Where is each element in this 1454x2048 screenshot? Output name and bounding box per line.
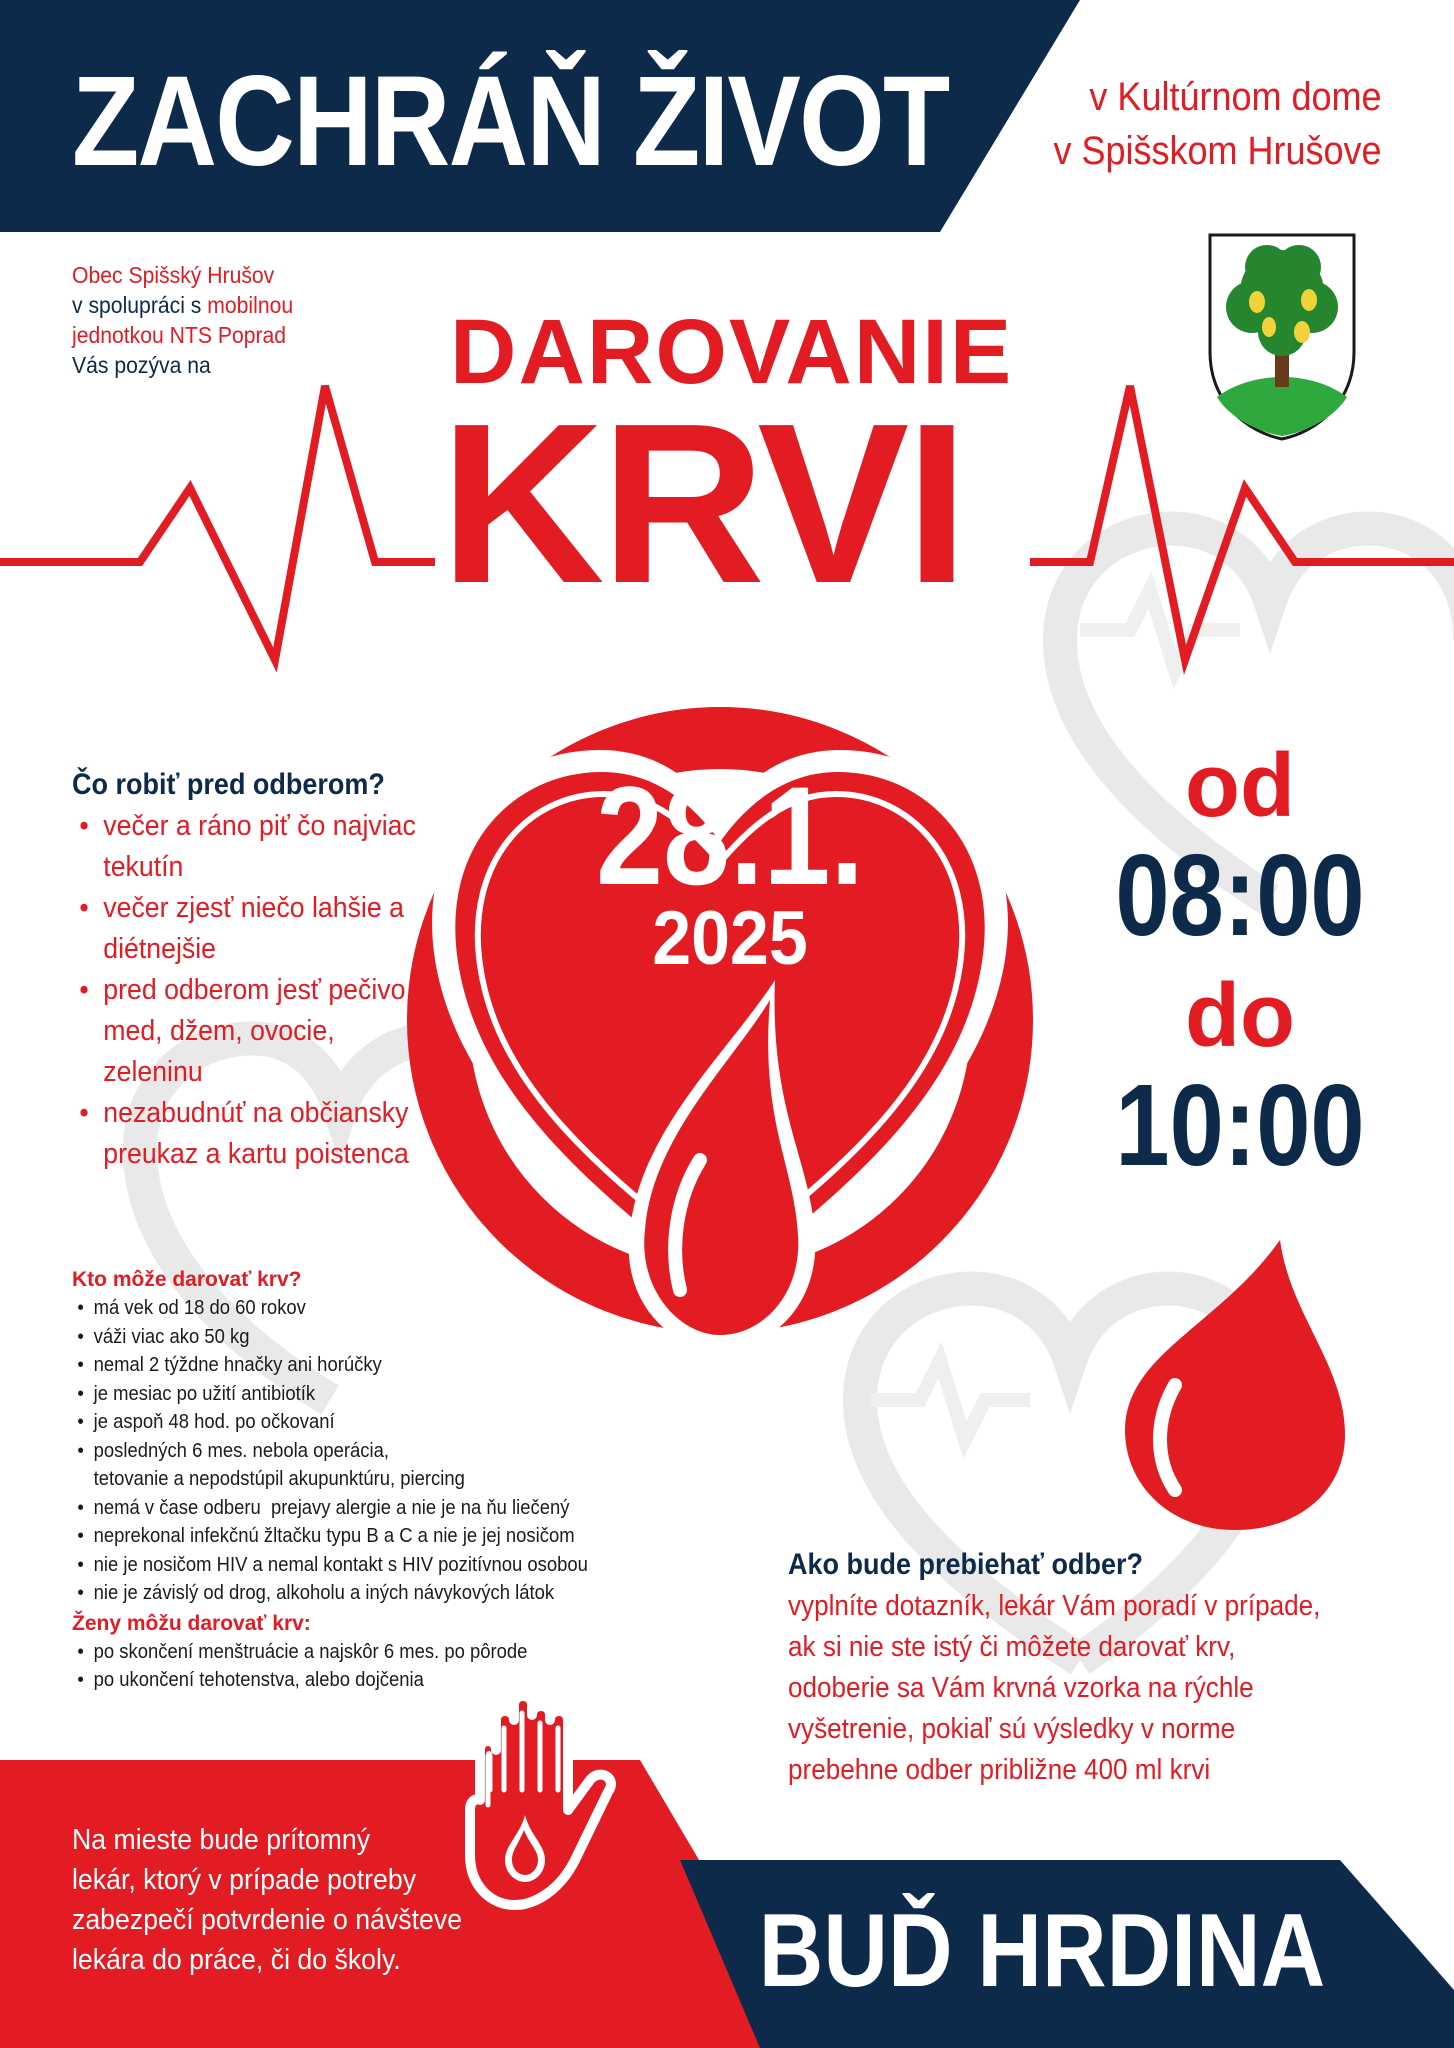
list-item: • posledných 6 mes. nebola operácia, tetovanie a nepodstúpil akupunktúru, piercing	[72, 1437, 630, 1494]
list-item: • je mesiac po užití antibiotík	[72, 1380, 630, 1409]
process-line: vyplníte dotazník, lekár Vám poradí v prípade,	[788, 1590, 1321, 1622]
time-from: 08:00	[1115, 830, 1365, 960]
time-from-label: od	[1185, 736, 1295, 836]
time-to-label: do	[1185, 966, 1295, 1066]
intro-line-4: Vás pozýva na	[72, 352, 211, 378]
intro-line-2	[72, 290, 293, 320]
list-item: • nemá v čase odberu prejavy alergie a nie je na ňu liečený	[72, 1494, 630, 1523]
before-donation-title: Čo robiť pred odberom?	[72, 768, 385, 801]
intro-line-3: jednotkou NTS Poprad	[72, 322, 287, 348]
intro-line-2b: mobilnou	[207, 292, 294, 318]
event-date-day: 28.1.	[596, 757, 864, 914]
list-item: • váži viac ako 50 kg	[72, 1323, 630, 1352]
list-item: • nie je nosičom HIV a nemal kontakt s HIV pozitívnou osobou	[72, 1551, 630, 1580]
list-item: • po skončení menštruácie a najskôr 6 mes. po pôrode	[72, 1638, 630, 1667]
list-item: • pred odberom jesť pečivo, med, džem, ovocie, zeleninu	[72, 970, 422, 1093]
process-title: Ako bude prebiehať odber?	[788, 1548, 1143, 1581]
event-date-year: 2025	[652, 896, 808, 981]
venue-line-2: v Spišskom Hrušove	[1053, 129, 1382, 173]
process-line: vyšetrenie, pokiaľ sú výsledky v norme	[788, 1713, 1236, 1745]
list-item: • nie je závislý od drog, alkoholu a iných návykových látok	[72, 1579, 630, 1608]
doctor-note	[72, 1820, 495, 1980]
eligibility-list	[72, 1294, 692, 1608]
list-item: • neprekonal infekčnú žltačku typu B a C a nie je jej nosičom	[72, 1522, 630, 1551]
process-line: prebehne odber približne 400 ml krvi	[788, 1754, 1211, 1786]
main-title: ZACHRÁŇ ŽIVOT	[72, 50, 949, 193]
doctor-note-line: lekára do práce, či do školy.	[72, 1944, 401, 1976]
process-line: odoberie sa Vám krvná vzorka na rýchle	[788, 1672, 1254, 1704]
women-eligibility-title: Ženy môžu darovať krv:	[72, 1611, 311, 1635]
process-line: ak si nie ste istý či môžete darovať krv,	[788, 1631, 1236, 1663]
doctor-note-line: zabezpečí potvrdenie o návšteve	[72, 1904, 463, 1936]
doctor-note-line: Na mieste bude prítomný	[72, 1824, 371, 1856]
list-item: • má vek od 18 do 60 rokov	[72, 1294, 630, 1323]
intro-text	[72, 260, 312, 380]
eligibility-title: Kto môže darovať krv?	[72, 1268, 302, 1291]
list-item: • po ukončení tehotenstva, alebo dojčenia	[72, 1666, 630, 1695]
intro-line-1: Obec Spišský Hrušov	[72, 262, 275, 288]
list-item: • večer zjesť niečo lahšie a diétnejšie	[72, 888, 422, 970]
list-item: • je aspoň 48 hod. po očkovaní	[72, 1408, 630, 1437]
list-item: • večer a ráno piť čo najviac tekutín	[72, 806, 422, 888]
intro-line-2a: v spolupráci s	[72, 292, 208, 318]
blood-drop-icon	[1120, 1235, 1350, 1535]
process-section	[788, 1548, 1408, 1791]
list-item: • nemal 2 týždne hnačky ani horúčky	[72, 1351, 630, 1380]
venue-line-1: v Kultúrnom dome	[1089, 75, 1382, 119]
time-to: 10:00	[1115, 1060, 1365, 1190]
venue-text	[1054, 70, 1382, 178]
before-donation-list	[72, 806, 452, 1175]
headline-top: DAROVANIE	[450, 301, 1014, 403]
headline-bottom: KRVI	[440, 377, 965, 631]
hero-slogan: BUĎ HRDINA	[758, 1893, 1326, 2009]
before-donation-section	[72, 768, 452, 1175]
list-item: • nezabudnúť na občiansky preukaz a kartu poistenca	[72, 1093, 422, 1175]
eligibility-section	[72, 1268, 692, 1699]
doctor-note-line: lekár, ktorý v prípade potreby	[72, 1864, 417, 1896]
